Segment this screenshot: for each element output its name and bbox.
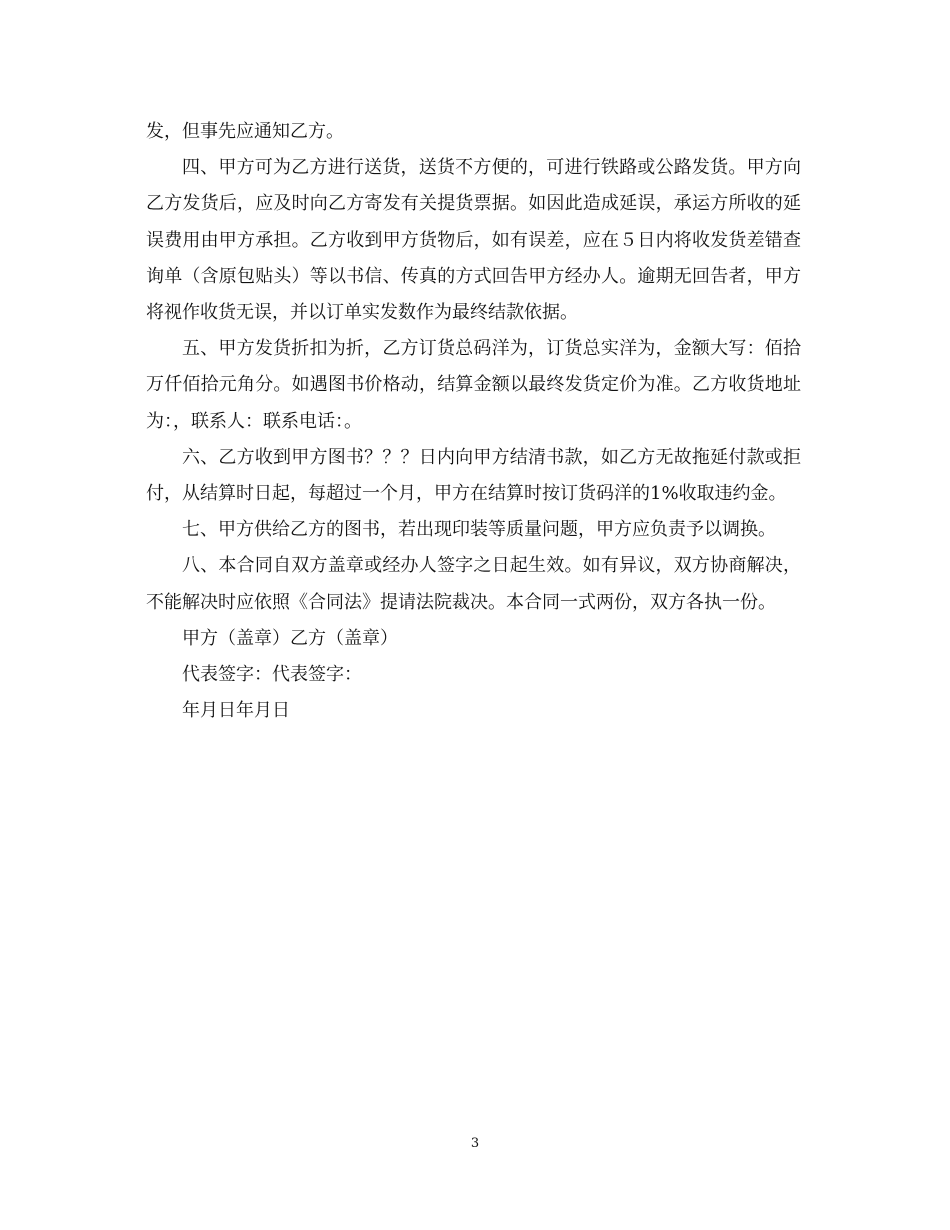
clause-seven-quality: 七、甲方供给乙方的图书，若出现印装等质量问题，甲方应负责予以调换。 <box>182 519 776 541</box>
contract-body <box>146 114 801 729</box>
clause-eight-effective: 八、本合同自双方盖章或经办人签字之日起生效。如有异议，双方协商解决，不能解决时应依照《合同法》提请法院裁决。本合同一式两份，双方各执一份。 <box>146 555 801 613</box>
signature-representative-line: 代表签字：代表签字： <box>182 664 362 686</box>
clause-four-delivery: 四、甲方可为乙方进行送货，送货不方便的，可进行铁路或公路发货。甲方向乙方发货后，应及时向乙方寄发有关提货票据。如因此造成延误，承运方所收的延误费用由甲方承担。乙方收到甲方货物后，如有误差，应在５日内将收发货差错查询单（含原包贴头）等以书信、传真的方式回告甲方经办人。逾期无回告者，甲方将视作收货无误，并以订单实发数作为最终结款依据。 <box>146 157 801 324</box>
signature-seal-line: 甲方（盖章）乙方（盖章） <box>182 627 398 649</box>
clause-six-payment: 六、乙方收到甲方图书？？？日内向甲方结清书款，如乙方无故拖延付款或拒付，从结算时日起，每超过一个月，甲方在结算时按订货码洋的1%收取违约金。 <box>146 446 801 505</box>
signature-date-line: 年月日年月日 <box>182 700 290 722</box>
page-number: 3 <box>470 1136 480 1151</box>
paragraph-continuation: 发，但事先应通知乙方。 <box>146 121 344 142</box>
clause-five-discount: 五、甲方发货折扣为折，乙方订货总码洋为，订货总实洋为，金额大写：佰拾万仟佰拾元角分。如遇图书价格动，结算金额以最终发货定价为准。乙方收货地址为：，联系人：联系电话：。 <box>146 338 801 432</box>
